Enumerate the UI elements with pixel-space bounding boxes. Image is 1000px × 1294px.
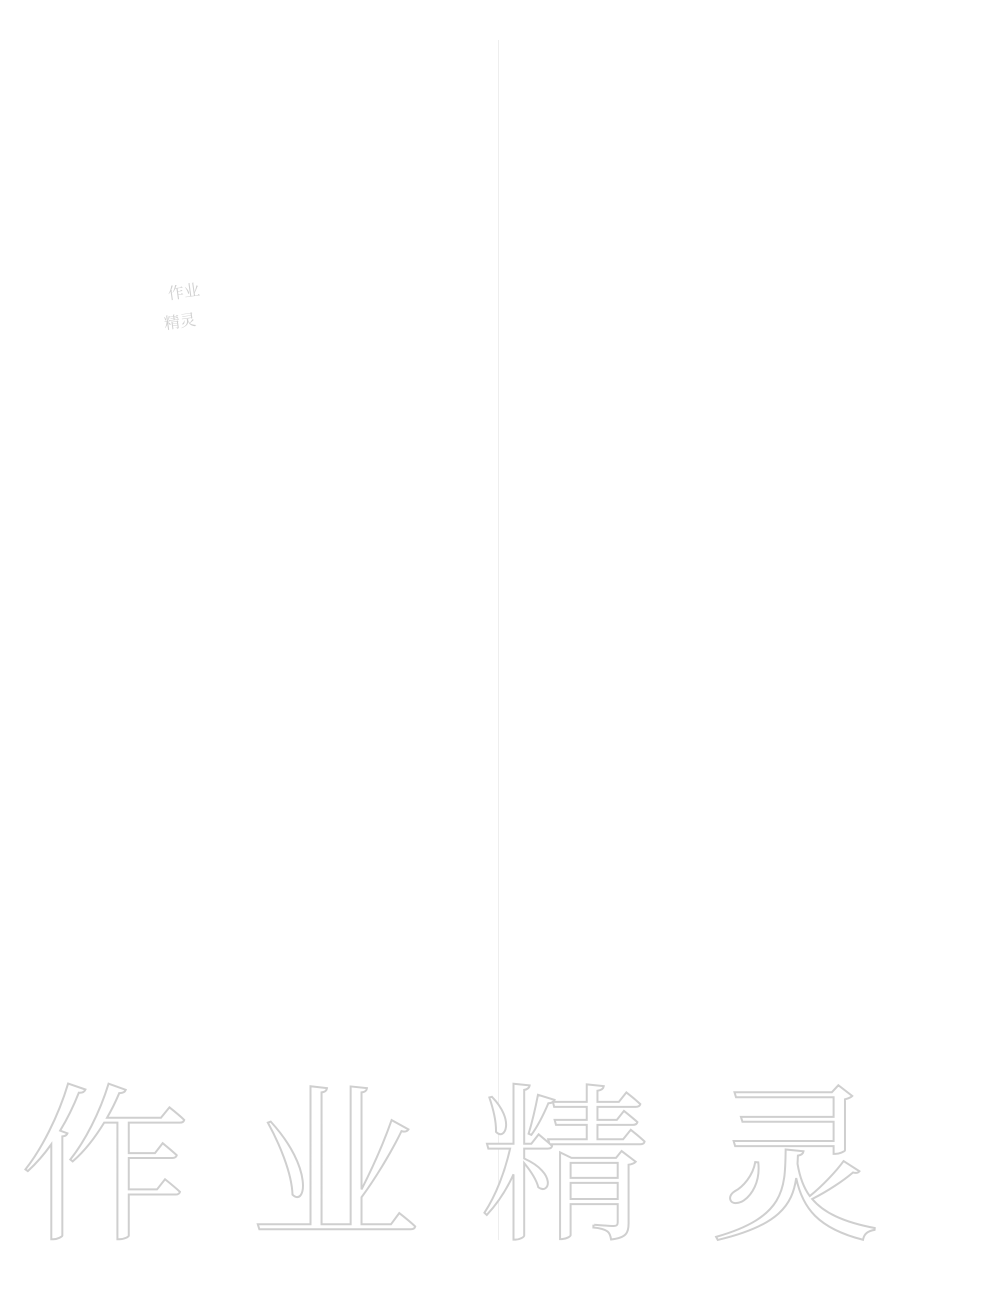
watermark-stamp: 作业 精灵 — [162, 280, 202, 334]
watermark: 作业精灵 — [20, 1069, 941, 1267]
